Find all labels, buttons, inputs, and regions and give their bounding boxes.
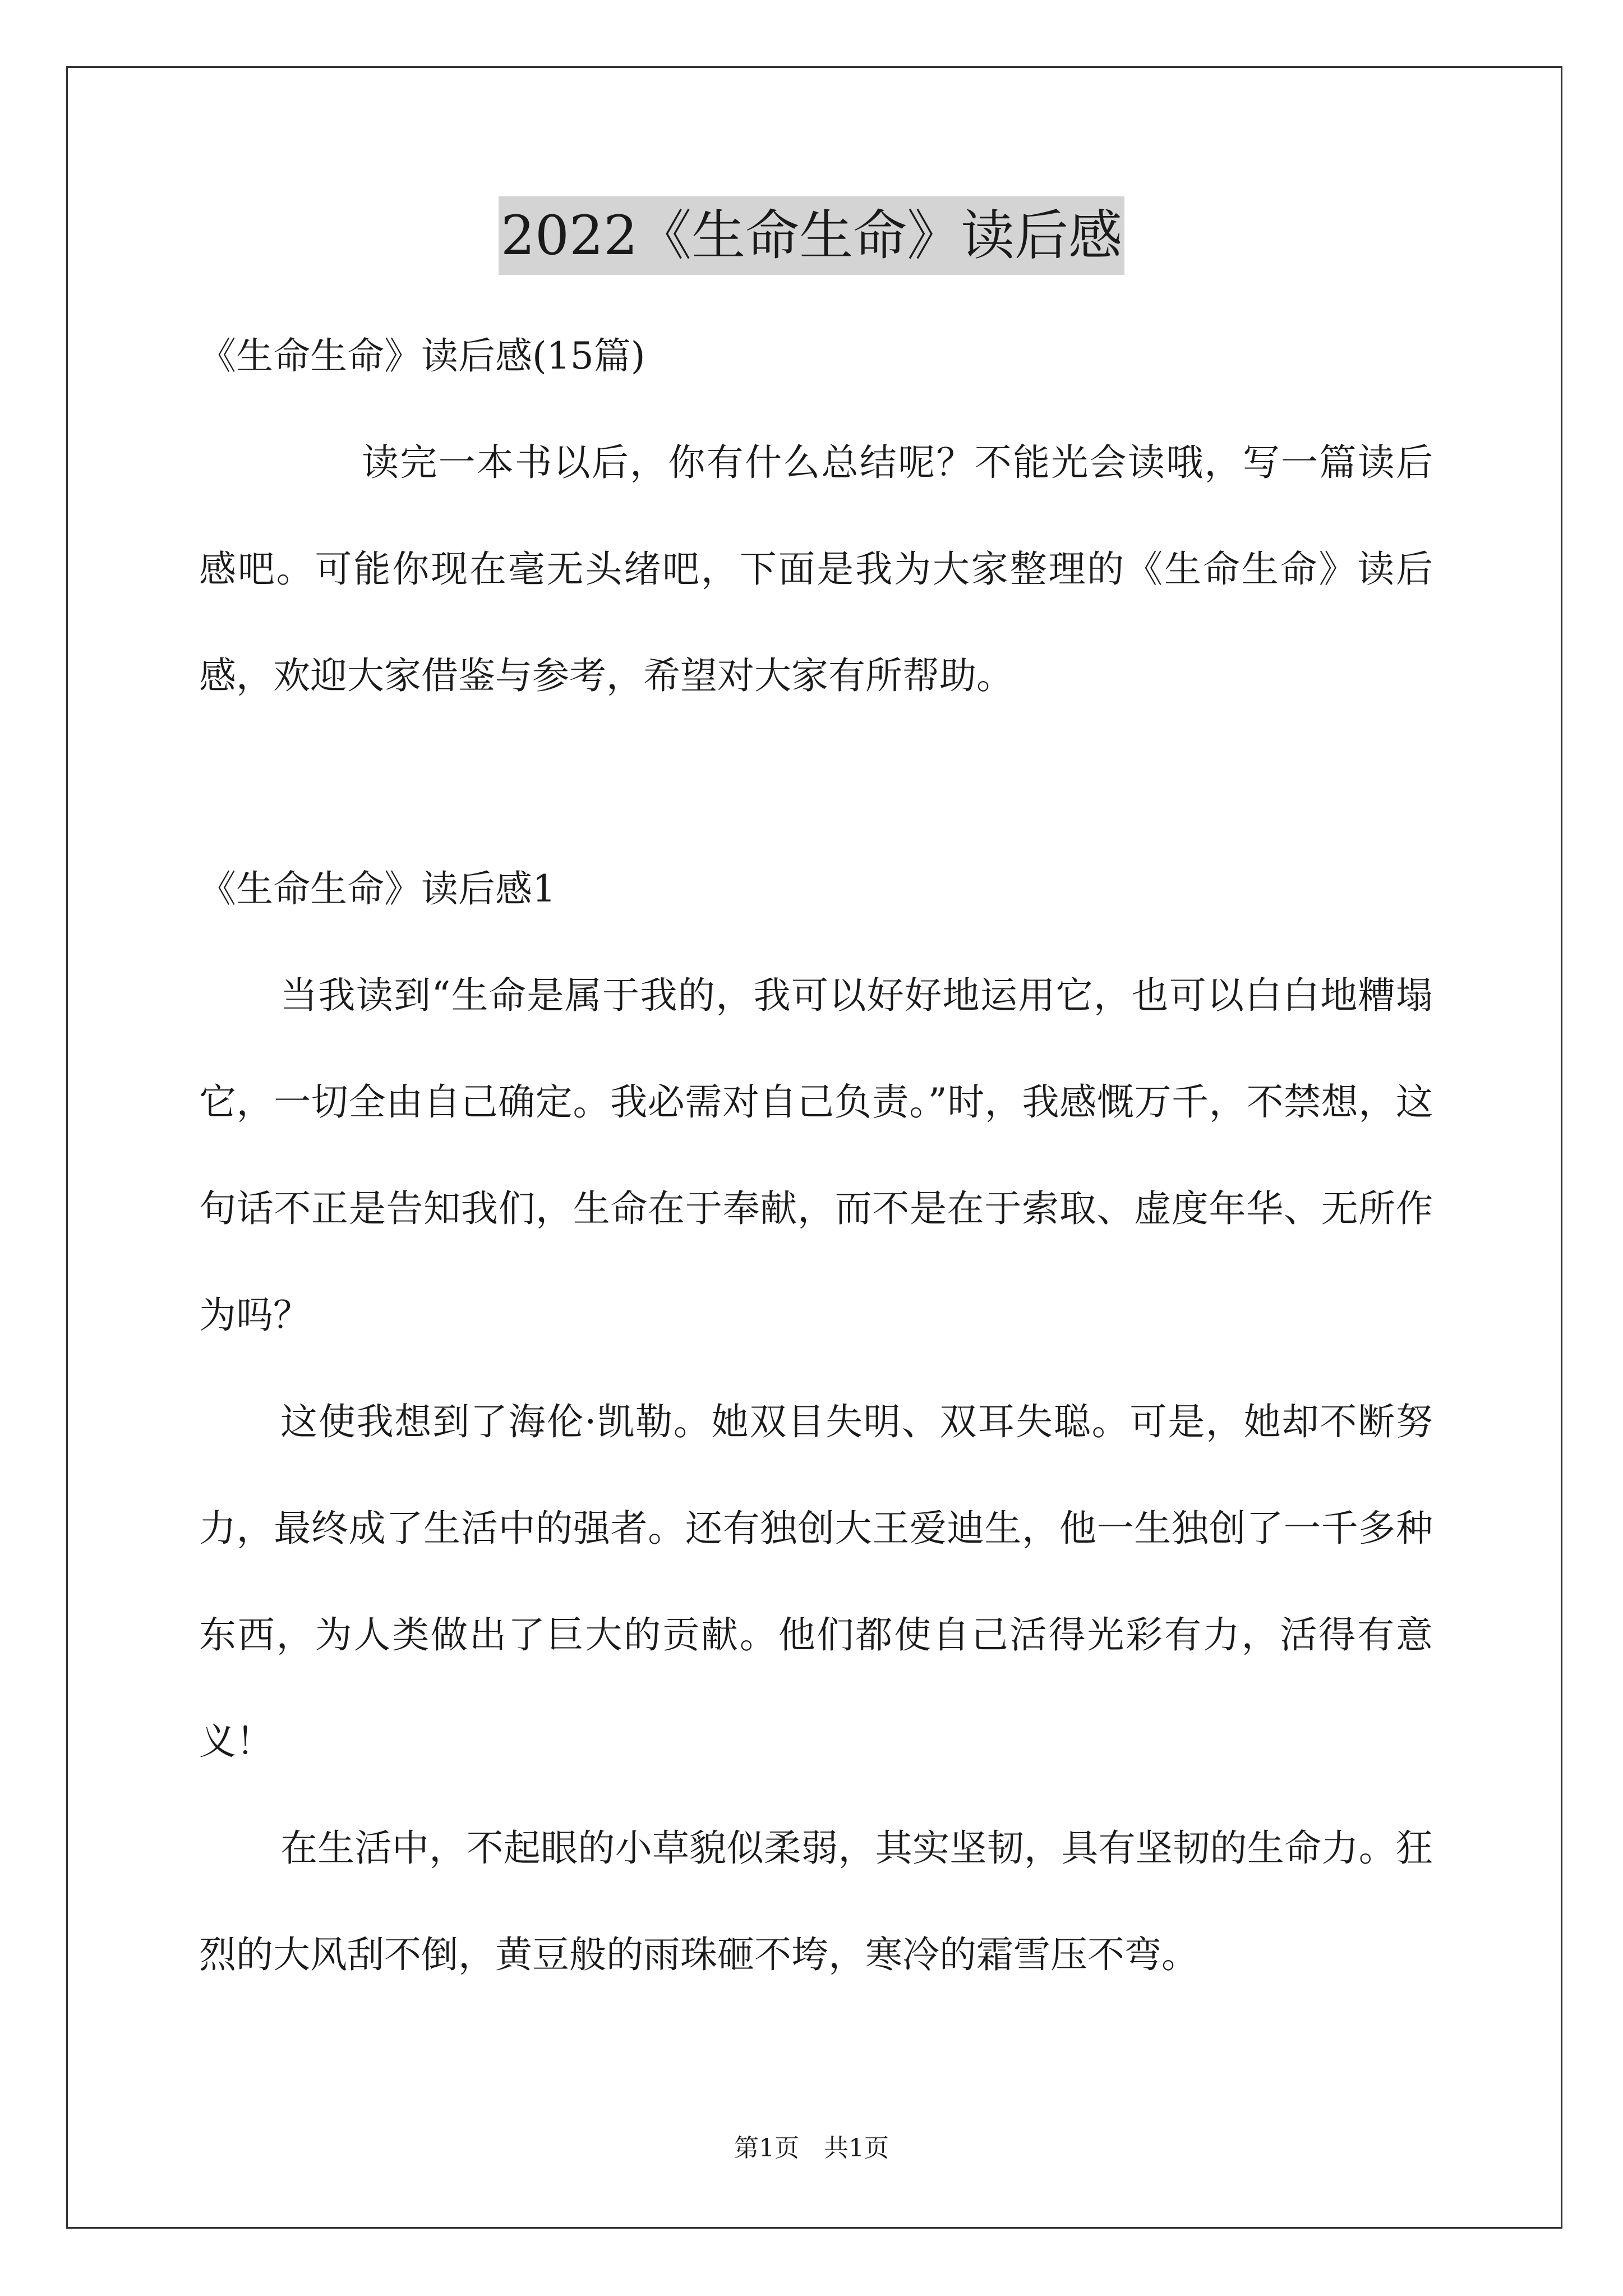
- document-subtitle: 《生命生命》读后感(15篇): [199, 334, 645, 378]
- document-body: [199, 303, 1433, 2008]
- section-heading: 《生命生命》读后感1: [199, 867, 556, 910]
- page-footer: 第1页 共1页: [734, 2134, 889, 2162]
- body-paragraph: 这使我想到了海伦·凯勒。她双目失明、双耳失聪。可是，她却不断努力，最终成了生活中的强者。还有独创大王爱迪生，他一生独创了一千多种东西，为人类做出了巨大的贡献。他们都使自己活得光彩有力，活得有意义！: [199, 1400, 1433, 1763]
- body-paragraph: 当我读到“生命是属于我的，我可以好好地运用它，也可以白白地糟塌它，一切全由自己确定。我必需对自己负责。”时，我感慨万千，不禁想，这句话不正是告知我们，生命在于奉献，而不是在于索取、虚度年华、无所作为吗？: [199, 974, 1433, 1337]
- intro-paragraph: 读完一本书以后，你有什么总结呢？不能光会读哦，写一篇读后感吧。可能你现在毫无头绪吧，下面是我为大家整理的《生命生命》读后感，欢迎大家借鉴与参考，希望对大家有所帮助。: [199, 441, 1433, 697]
- document-title: 2022《生命生命》读后感: [499, 196, 1124, 275]
- title-container: [0, 196, 1623, 275]
- spacer: [199, 729, 1433, 836]
- body-paragraph: 在生活中，不起眼的小草貌似柔弱，其实坚韧，具有坚韧的生命力。狂烈的大风刮不倒，黄豆般的雨珠砸不垮，寒冷的霜雪压不弯。: [199, 1826, 1433, 1976]
